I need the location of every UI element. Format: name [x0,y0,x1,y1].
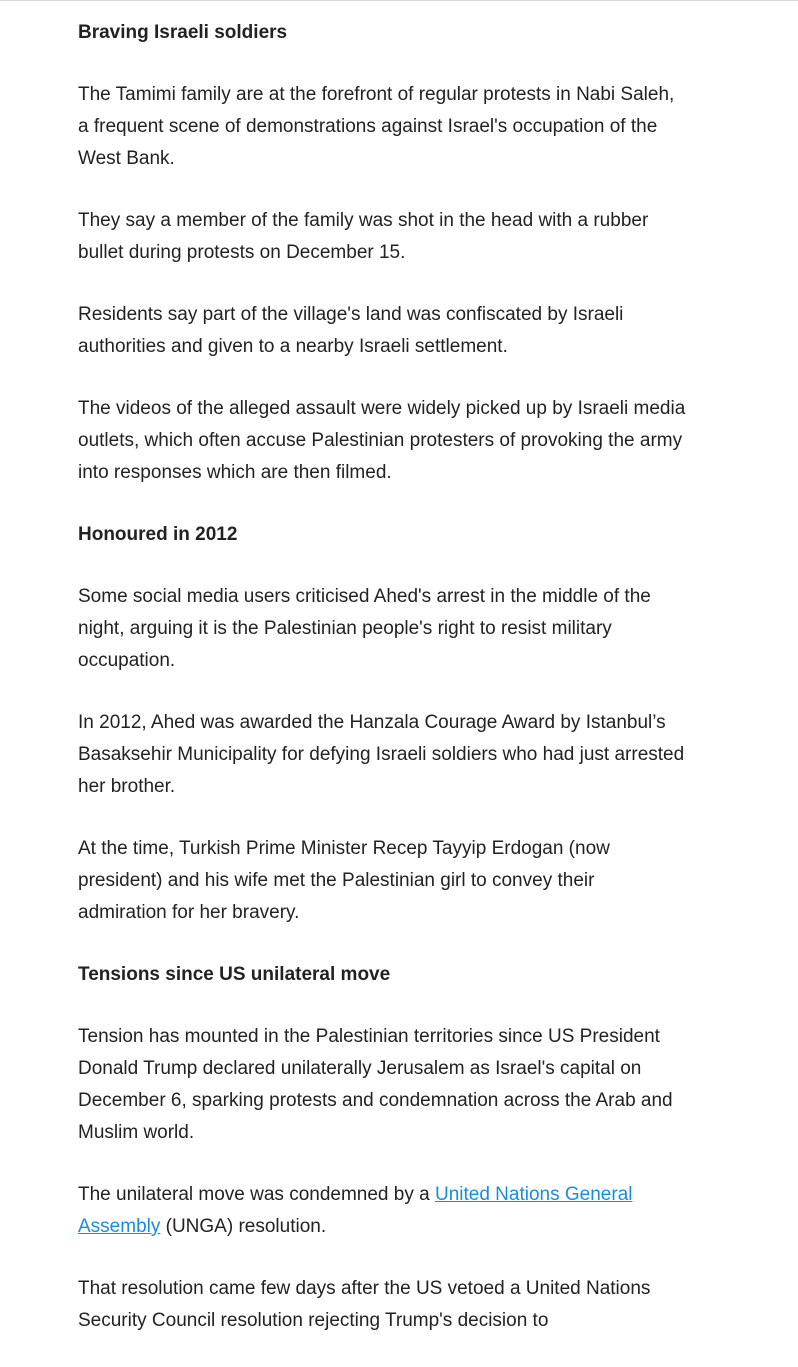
paragraph-text-after-link: (UNGA) resolution. [160,1216,327,1237]
paragraph: That resolution came few days after the US vetoed a United Nations Security Council resolution rejecting Trump's decision to [78,1278,651,1331]
paragraph: They say a member of the family was shot in the head with a rubber bullet during protests on December 15. [78,210,649,263]
paragraph-with-link [78,1179,688,1243]
paragraph: Residents say part of the village's land was confiscated by Israeli authorities and given to a nearby Israeli settlement. [78,304,624,357]
paragraph: Some social media users criticised Ahed's arrest in the middle of the night, arguing it is the Palestinian people's right to resist military occupation. [78,586,651,671]
article-body [78,17,688,1367]
paragraph: The videos of the alleged assault were widely picked up by Israeli media outlets, which often accuse Palestinian protesters of provoking the army into responses which are then filmed. [78,398,686,483]
paragraph: The Tamimi family are at the forefront of regular protests in Nabi Saleh, a frequent scene of demonstrations against Israel's occupation of the West Bank. [78,84,675,169]
top-divider [0,0,798,1]
paragraph: At the time, Turkish Prime Minister Recep Tayyip Erdogan (now president) and his wife met the Palestinian girl to convey their admiration for her bravery. [78,838,610,923]
paragraph-text-before-link: The unilateral move was condemned by a [78,1184,435,1205]
paragraph: Tension has mounted in the Palestinian territories since US President Donald Trump declared unilaterally Jerusalem as Israel's capital on December 6, sparking protests and condemnation across the Arab and Muslim world. [78,1026,673,1143]
section-heading-tensions: Tensions since US unilateral move [78,964,391,985]
unga-link[interactable]: United Nations General Assembly [78,1184,633,1237]
section-heading-honoured: Honoured in 2012 [78,524,238,545]
paragraph: In 2012, Ahed was awarded the Hanzala Courage Award by Istanbul’s Basaksehir Municipality for defying Israeli soldiers who had just arrested her brother. [78,712,685,797]
section-heading-braving: Braving Israeli soldiers [78,22,288,43]
